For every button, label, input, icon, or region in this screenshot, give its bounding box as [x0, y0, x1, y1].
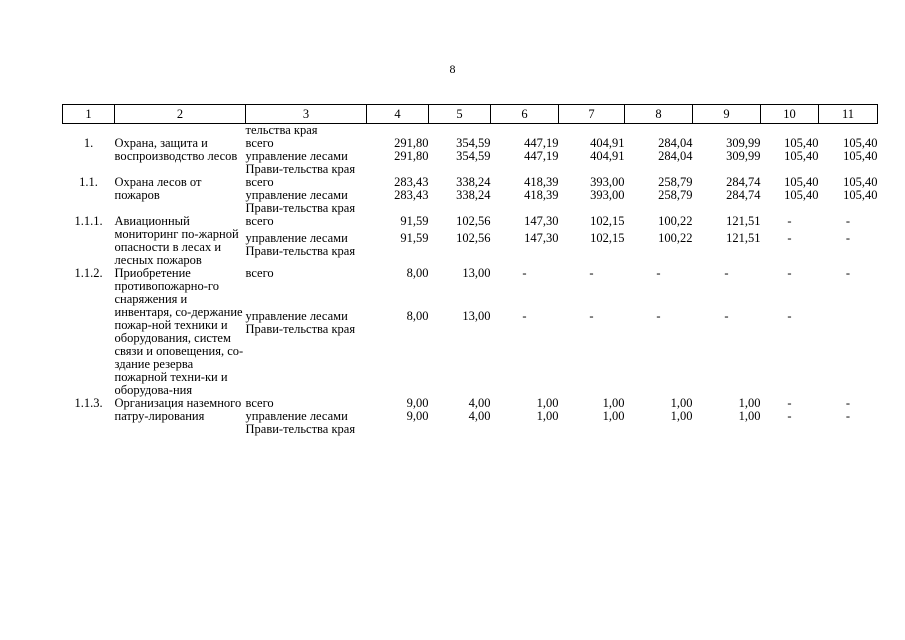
value-cell: 100,22 — [658, 231, 693, 246]
value-cell: 1,00 — [670, 409, 693, 423]
value-cell: 283,43 — [394, 188, 429, 202]
column-header: 11 — [819, 105, 878, 124]
value-cell: 418,39 — [524, 175, 559, 189]
value-cell: 100,22 — [658, 214, 693, 228]
activity-name: Охрана, защита и воспроизводство лесов — [114, 136, 238, 163]
executor: управление лесами Прави-тельства края — [245, 149, 356, 176]
table-body — [63, 124, 878, 437]
value-cell: 4,00 — [468, 409, 491, 423]
value-cell: 105,40 — [843, 136, 878, 150]
value-cell: 1,00 — [536, 396, 559, 410]
row-number: 1.1.1. — [74, 214, 103, 228]
value-cell: 105,40 — [784, 136, 819, 150]
row-number: 1.1.3. — [74, 396, 103, 410]
value-cell: 9,00 — [406, 409, 429, 423]
value-cell: 1,00 — [738, 396, 761, 410]
value-cell: 13,00 — [462, 309, 491, 324]
value-cell: - — [787, 409, 792, 423]
value-cell: 283,43 — [394, 175, 429, 189]
value-cell: 291,80 — [394, 136, 429, 150]
value-cell: 309,99 — [726, 136, 761, 150]
value-cell: - — [787, 396, 792, 410]
value-cell: 284,74 — [726, 188, 761, 202]
value-cell: 404,91 — [590, 136, 625, 150]
executor: управление лесами Прави-тельства края — [245, 409, 356, 436]
row-number: 1.1.2. — [74, 266, 103, 280]
executor: управление лесами Прави-тельства края — [245, 188, 356, 215]
value-cell: - — [845, 231, 851, 246]
value-cell: 8,00 — [406, 266, 429, 280]
value-cell: 404,91 — [590, 149, 625, 163]
value-cell: 1,00 — [602, 396, 625, 410]
value-cell: 105,40 — [784, 149, 819, 163]
value-cell: 9,00 — [406, 396, 429, 410]
executor: всего — [245, 214, 274, 228]
value-cell: 258,79 — [658, 175, 693, 189]
column-number-row — [63, 105, 878, 124]
value-cell: - — [589, 266, 594, 280]
carry-over-text: тельства края — [245, 123, 318, 137]
value-cell: 147,30 — [524, 214, 559, 228]
budget-table — [62, 104, 878, 436]
value-cell: - — [724, 266, 729, 280]
column-header: 6 — [491, 105, 559, 124]
value-cell: 105,40 — [843, 188, 878, 202]
table-row — [63, 215, 878, 232]
column-header: 4 — [367, 105, 429, 124]
page-number: 8 — [449, 62, 456, 76]
value-cell: 147,30 — [524, 231, 559, 246]
value-cell: 1,00 — [738, 409, 761, 423]
value-cell: 91,59 — [400, 231, 429, 246]
row-number: 1. — [83, 136, 94, 150]
value-cell: 418,39 — [524, 188, 559, 202]
activity-name: Авиационный мониторинг по-жарной опасности в лесах и лесных пожаров — [114, 214, 239, 267]
value-cell: 284,74 — [726, 175, 761, 189]
executor: всего — [245, 396, 274, 410]
value-cell: 105,40 — [784, 175, 819, 189]
value-cell: 121,51 — [726, 231, 761, 246]
column-header: 3 — [246, 105, 367, 124]
value-cell: - — [787, 266, 792, 280]
value-cell: 354,59 — [456, 136, 491, 150]
value-cell: - — [656, 309, 661, 324]
value-cell: 1,00 — [602, 409, 625, 423]
activity-name: Приобретение противопожарно-го снаряжения и инвентаря, со-держание пожар-ной техники и оборудования, систем связи и оповещения, со-здание резерва пожарной техни-ки и оборудова-ния — [114, 266, 244, 397]
column-header: 5 — [429, 105, 491, 124]
executor: управление лесами Прави-тельства края — [245, 309, 356, 337]
value-cell: - — [845, 396, 851, 410]
value-cell: 102,56 — [456, 231, 491, 246]
value-cell: 13,00 — [462, 266, 491, 280]
value-cell: - — [656, 266, 661, 280]
executor: всего — [245, 136, 274, 150]
value-cell: - — [787, 309, 792, 324]
column-header: 1 — [63, 105, 115, 124]
activity-name: Охрана лесов от пожаров — [114, 175, 202, 202]
carry-over-row — [63, 124, 878, 138]
value-cell: - — [589, 309, 594, 324]
value-cell: 121,51 — [726, 214, 761, 228]
activity-name: Организация наземного патру-лирования — [114, 396, 242, 423]
value-cell: 102,56 — [456, 214, 491, 228]
value-cell: - — [787, 231, 792, 246]
value-cell: 447,19 — [524, 136, 559, 150]
value-cell: - — [522, 266, 527, 280]
value-cell: 447,19 — [524, 149, 559, 163]
value-cell: 91,59 — [400, 214, 429, 228]
value-cell: - — [845, 266, 851, 280]
value-cell: 8,00 — [406, 309, 429, 324]
column-header: 10 — [761, 105, 819, 124]
value-cell: - — [845, 409, 851, 423]
value-cell: 393,00 — [590, 188, 625, 202]
value-cell: - — [845, 214, 851, 228]
value-cell: 309,99 — [726, 149, 761, 163]
value-cell: 284,04 — [658, 136, 693, 150]
value-cell: 102,15 — [590, 231, 625, 246]
value-cell: 1,00 — [536, 409, 559, 423]
value-cell: 4,00 — [468, 396, 491, 410]
value-cell: 258,79 — [658, 188, 693, 202]
value-cell: 105,40 — [843, 175, 878, 189]
value-cell: 291,80 — [394, 149, 429, 163]
column-header: 7 — [559, 105, 625, 124]
value-cell: 393,00 — [590, 175, 625, 189]
column-header: 9 — [693, 105, 761, 124]
column-header: 8 — [625, 105, 693, 124]
value-cell: 284,04 — [658, 149, 693, 163]
table-row — [63, 267, 878, 310]
value-cell: 105,40 — [784, 188, 819, 202]
executor: управление лесами Прави-тельства края — [245, 231, 356, 259]
value-cell: - — [724, 309, 729, 324]
value-cell: 354,59 — [456, 149, 491, 163]
column-header: 2 — [115, 105, 246, 124]
value-cell: 102,15 — [590, 214, 625, 228]
value-cell — [819, 310, 878, 397]
value-cell: - — [522, 309, 527, 324]
value-cell: 105,40 — [843, 149, 878, 163]
value-cell: - — [787, 214, 792, 228]
row-number: 1.1. — [79, 175, 98, 189]
value-cell: 338,24 — [456, 188, 491, 202]
value-cell: 1,00 — [670, 396, 693, 410]
value-cell: 338,24 — [456, 175, 491, 189]
executor: всего — [245, 266, 274, 280]
executor: всего — [245, 175, 274, 189]
